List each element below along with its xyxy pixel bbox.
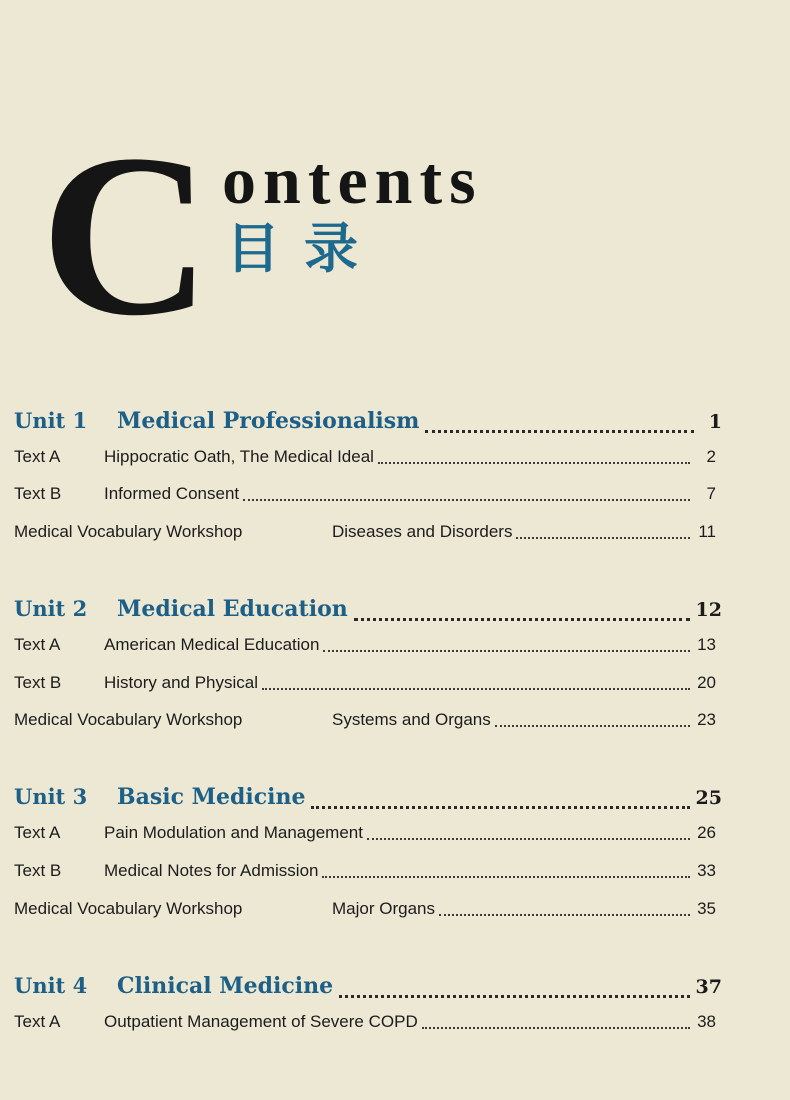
entry-title: Major Organs: [332, 899, 435, 918]
dot-leader: [354, 614, 690, 621]
entry-page-number: 38: [697, 1012, 716, 1031]
unit-page-number: 12: [695, 599, 722, 621]
unit-title: Basic Medicine: [117, 784, 306, 810]
unit-title: Medical Professionalism: [117, 408, 420, 434]
entry-page-number: 26: [697, 823, 716, 842]
dot-leader: [516, 537, 690, 539]
toc-entry[interactable]: [14, 861, 716, 883]
unit-page-number: 25: [695, 787, 722, 809]
toc-entry[interactable]: [14, 522, 716, 544]
dot-leader: [422, 1027, 690, 1029]
entry-label: Medical Vocabulary Workshop: [14, 899, 243, 918]
entry-title: Systems and Organs: [332, 710, 491, 729]
entry-label: Medical Vocabulary Workshop: [14, 710, 243, 729]
contents-title-rest: ontents: [222, 142, 483, 218]
toc-entry[interactable]: [14, 484, 716, 506]
unit-page-number: 1: [708, 411, 722, 433]
toc-entry[interactable]: [14, 1012, 716, 1034]
entry-label: Text A: [14, 1012, 61, 1031]
entry-page-number: 23: [697, 710, 716, 729]
unit-2-heading[interactable]: [14, 596, 722, 626]
entry-title: American Medical Education: [104, 635, 320, 654]
entry-title: Medical Notes for Admission: [104, 861, 319, 880]
entry-label: Text A: [14, 823, 61, 842]
dot-leader: [339, 991, 689, 998]
unit-3-heading[interactable]: [14, 784, 722, 814]
entry-title: Hippocratic Oath, The Medical Ideal: [104, 447, 374, 466]
dot-leader: [323, 650, 690, 652]
unit-page-number: 37: [695, 976, 722, 998]
dot-leader: [243, 499, 690, 501]
entry-page-number: 33: [697, 861, 716, 880]
dot-leader: [378, 462, 690, 464]
toc-entry[interactable]: [14, 635, 716, 657]
contents-big-letter: C: [40, 107, 212, 364]
unit-title: Medical Education: [117, 596, 348, 622]
dot-leader: [425, 426, 694, 433]
entry-page-number: 35: [697, 899, 716, 918]
dot-leader: [367, 838, 690, 840]
toc-entry[interactable]: [14, 823, 716, 845]
toc-entry[interactable]: [14, 673, 716, 695]
entry-page-number: 7: [706, 484, 716, 503]
dot-leader: [495, 725, 690, 727]
unit-label: Unit 4: [14, 973, 88, 998]
entry-title: History and Physical: [104, 673, 259, 692]
toc-entry[interactable]: [14, 899, 716, 921]
chinese-title: 目录: [226, 217, 382, 280]
entry-label: Text A: [14, 447, 61, 466]
entry-title: Pain Modulation and Management: [104, 823, 363, 842]
entry-page-number: 20: [697, 673, 716, 692]
entry-page-number: 11: [698, 522, 716, 541]
dot-leader: [322, 876, 690, 878]
unit-4-heading[interactable]: [14, 973, 722, 1003]
entry-label: Text B: [14, 673, 62, 692]
entry-page-number: 13: [697, 635, 716, 654]
toc-entry[interactable]: [14, 710, 716, 732]
entry-title: Outpatient Management of Severe COPD: [104, 1012, 418, 1031]
entry-page-number: 2: [706, 447, 716, 466]
dot-leader: [262, 688, 690, 690]
entry-title: Informed Consent: [104, 484, 240, 503]
dot-leader: [311, 802, 689, 809]
dot-leader: [439, 914, 690, 916]
entry-label: Medical Vocabulary Workshop: [14, 522, 243, 541]
unit-title: Clinical Medicine: [117, 973, 334, 999]
unit-label: Unit 3: [14, 784, 88, 809]
entry-label: Text A: [14, 635, 61, 654]
unit-label: Unit 2: [14, 596, 88, 621]
unit-1-heading[interactable]: [14, 408, 722, 438]
toc-entry[interactable]: [14, 447, 716, 469]
entry-label: Text B: [14, 484, 62, 503]
unit-label: Unit 1: [14, 408, 88, 433]
entry-label: Text B: [14, 861, 62, 880]
entry-title: Diseases and Disorders: [332, 522, 513, 541]
